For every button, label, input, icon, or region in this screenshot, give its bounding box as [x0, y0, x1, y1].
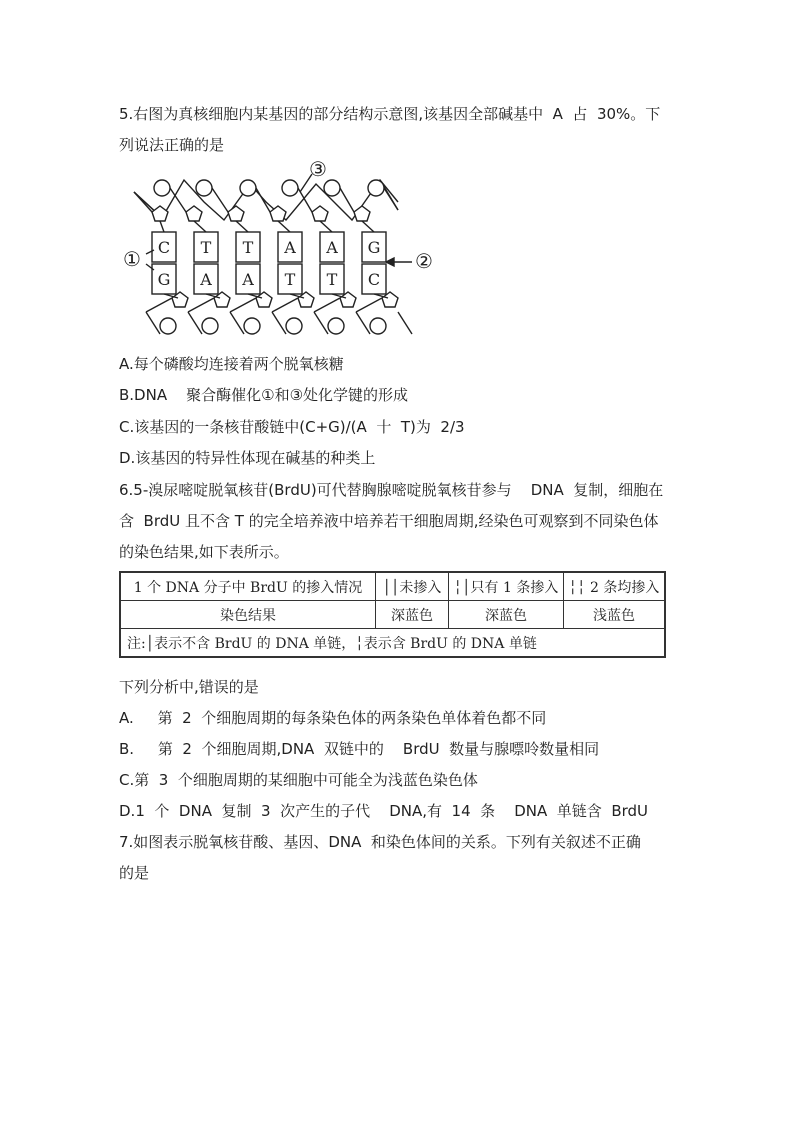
q6-stem-line1: 6.5-溴尿嘧啶脱氧核苷(BrdU)可代替胸腺嘧啶脱氧核苷参与 DNA 复制，细胞在 [119, 481, 664, 499]
q6-stem-line2: 含 BrdU 且不含 T 的完全培养液中培养若干细胞周期,经染色可观察到不同染色体 [119, 512, 659, 530]
table-cell-val2: 深蓝色 [449, 601, 564, 629]
bottom-base-letter: A [200, 270, 212, 289]
q5-option-c: C.该基因的一条核苷酸链中(C+G)/(A 十 T)为 2/3 [119, 418, 465, 436]
q5-stem-line1: 5.右图为真核细胞内某基因的部分结构示意图,该基因全部碱基中 A 占 30%。下 [119, 105, 661, 123]
label-1: ① [123, 247, 141, 271]
q6-prompt: 下列分析中,错误的是 [119, 678, 259, 696]
table-header-col3: ╎╎ 2 条均掺入 [564, 572, 666, 601]
bottom-base-letter: C [367, 270, 381, 289]
q7-stem-line2: 的是 [119, 864, 150, 882]
top-base-letter: T [242, 238, 254, 257]
label-2: ② [415, 249, 433, 273]
top-base-letter: A [284, 238, 296, 257]
phosphate-circle [196, 180, 212, 196]
deoxyribose-pentagon [312, 206, 328, 221]
q6-option-b: B. 第 2 个细胞周期,DNA 双链中的 BrdU 数量与腺嘌呤数量相同 [119, 740, 600, 758]
top-base-boxes [152, 232, 386, 262]
top-base-letter: A [326, 238, 338, 257]
q5-option-d: D.该基因的特异性体现在碱基的种类上 [119, 449, 376, 467]
q5-option-b: B.DNA 聚合酶催化①和③处化学键的形成 [119, 386, 409, 404]
dna-structure-diagram [116, 152, 446, 342]
label-3: ③ [309, 157, 327, 181]
table-header-col2: ╎│只有 1 条掺入 [449, 572, 564, 601]
top-base-letter: C [157, 238, 171, 257]
q6-option-a: A. 第 2 个细胞周期的每条染色体的两条染色单体着色都不同 [119, 709, 547, 727]
phosphate-circle [286, 318, 302, 334]
phosphate-circle [328, 318, 344, 334]
table-header-col1: ││未掺入 [376, 572, 449, 601]
brdu-staining-table [119, 571, 666, 658]
q6-option-c: C.第 3 个细胞周期的某细胞中可能全为浅蓝色染色体 [119, 771, 478, 789]
phosphate-circle [202, 318, 218, 334]
table-note: 注:│表示不含 BrdU 的 DNA 单链，╎表示含 BrdU 的 DNA 单链 [120, 629, 665, 658]
phosphate-circle [154, 180, 170, 196]
table-header-label: 1 个 DNA 分子中 BrdU 的掺入情况 [120, 572, 376, 601]
phosphate-circle [160, 318, 176, 334]
q5-option-a: A.每个磷酸均连接着两个脱氧核糖 [119, 355, 344, 373]
bottom-base-letter: T [326, 270, 338, 289]
bottom-base-letter: G [157, 270, 171, 289]
deoxyribose-pentagon [354, 206, 370, 221]
q7-stem-line1: 7.如图表示脱氧核苷酸、基因、DNA 和染色体间的关系。下列有关叙述不正确 [119, 833, 641, 851]
table-cell-val1: 深蓝色 [376, 601, 449, 629]
table-cell-val3: 浅蓝色 [564, 601, 666, 629]
phosphate-circle [244, 318, 260, 334]
q6-stem-line3: 的染色结果,如下表所示。 [119, 543, 289, 561]
bottom-base-letter: T [284, 270, 296, 289]
q6-option-d: D.1 个 DNA 复制 3 次产生的子代 DNA,有 14 条 DNA 单链含 BrdU [119, 802, 649, 820]
bottom-base-letter: A [242, 270, 254, 289]
phosphate-circle [368, 180, 384, 196]
phosphate-circle [370, 318, 386, 334]
deoxyribose-pentagon [152, 206, 168, 221]
phosphate-circle [324, 180, 340, 196]
phosphate-circle [282, 180, 298, 196]
deoxyribose-pentagon [228, 206, 244, 221]
q5-stem-line2: 列说法正确的是 [119, 136, 225, 154]
top-base-letter: G [367, 238, 381, 257]
phosphate-circle [240, 180, 256, 196]
top-base-letter: T [200, 238, 212, 257]
bottom-base-boxes [152, 264, 386, 294]
deoxyribose-pentagon [186, 206, 202, 221]
table-row-label: 染色结果 [120, 601, 376, 629]
